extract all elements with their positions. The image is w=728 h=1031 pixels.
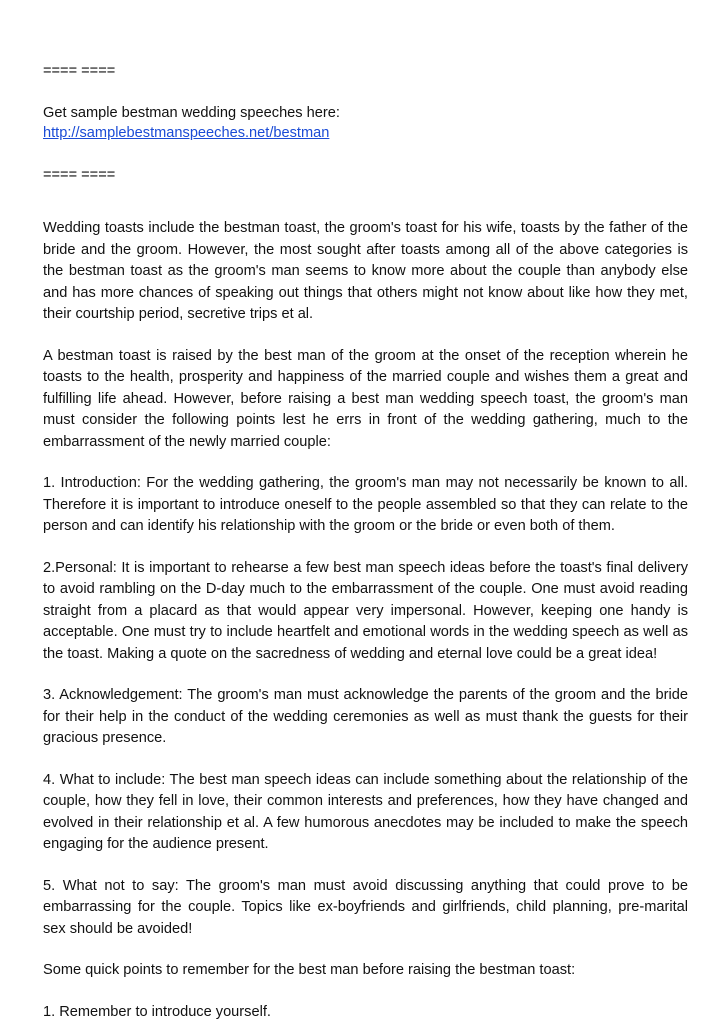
paragraph-introduction: 1. Introduction: For the wedding gathering, the groom's man may not necessarily be known to all. Therefore it is important to introduce oneself to the people assembled so that they can relate to the person and can identify his relationship with the groom or the bride or even both of them. <box>43 475 688 534</box>
intro-line: Get sample bestman wedding speeches here: <box>43 105 340 121</box>
paragraph-what-to-include: 4. What to include: The best man speech ideas can include something about the relationship of the couple, how they fell in love, their common interests and preferences, how they have changed and evolved in their relationship et al. A few humorous anecdotes may be included to make the speech engaging for the audience present. <box>43 771 688 852</box>
paragraph-wedding-toasts: Wedding toasts include the bestman toast, the groom's toast for his wife, toasts by the father of the bride and the groom. However, the most sought after toasts among all of the above categories is the bestman toast as the groom's man seems to know more about the couple than anybody else and has more chances of speaking out things that others might not know about like how they met, their courtship period, secretive trips et al. <box>43 220 688 322</box>
paragraph-remember-introduce: 1. Remember to introduce yourself. <box>43 1003 271 1020</box>
paragraph-bestman-toast: A bestman toast is raised by the best man of the groom at the onset of the reception wherein he toasts to the health, prosperity and happiness of the married couple and wishes them a great and fulfilling life ahead. However, before raising a best man wedding speech toast, the groom's man must consider the following points lest he errs in front of the wedding gathering, much to the embarrassment of the newly married couple: <box>43 347 688 450</box>
paragraph-what-not-to-say: 5. What not to say: The groom's man must avoid discussing anything that could prove to be embarrassing for the couple. Topics like ex-boyfriends and girlfriends, child planning, pre-marital sex should be avoided! <box>43 877 688 937</box>
paragraph-acknowledgement: 3. Acknowledgement: The groom's man must acknowledge the parents of the groom and the bride for their help in the conduct of the wedding ceremonies as well as must thank the guests for their gracious presence. <box>43 687 688 746</box>
separator-bottom: ==== ==== <box>43 167 116 183</box>
paragraph-quick-points: Some quick points to remember for the best man before raising the bestman toast: <box>43 962 576 978</box>
document-page <box>43 61 688 1023</box>
separator-top: ==== ==== <box>43 63 116 79</box>
paragraph-personal: 2.Personal: It is important to rehearse a few best man speech ideas before the toast's final delivery to avoid rambling on the D-day much to the embarrassment of the couple. One must avoid reading straight from a placard as that would appear very impersonal. However, keeping one handy is acceptable. One must try to include heartfelt and emotional words in the wedding speech as well as the toast. Making a quote on the sacredness of wedding and eternal love could be a great idea! <box>43 559 688 662</box>
bestman-speeches-link[interactable]: http://samplebestmanspeeches.net/bestman <box>43 125 330 141</box>
